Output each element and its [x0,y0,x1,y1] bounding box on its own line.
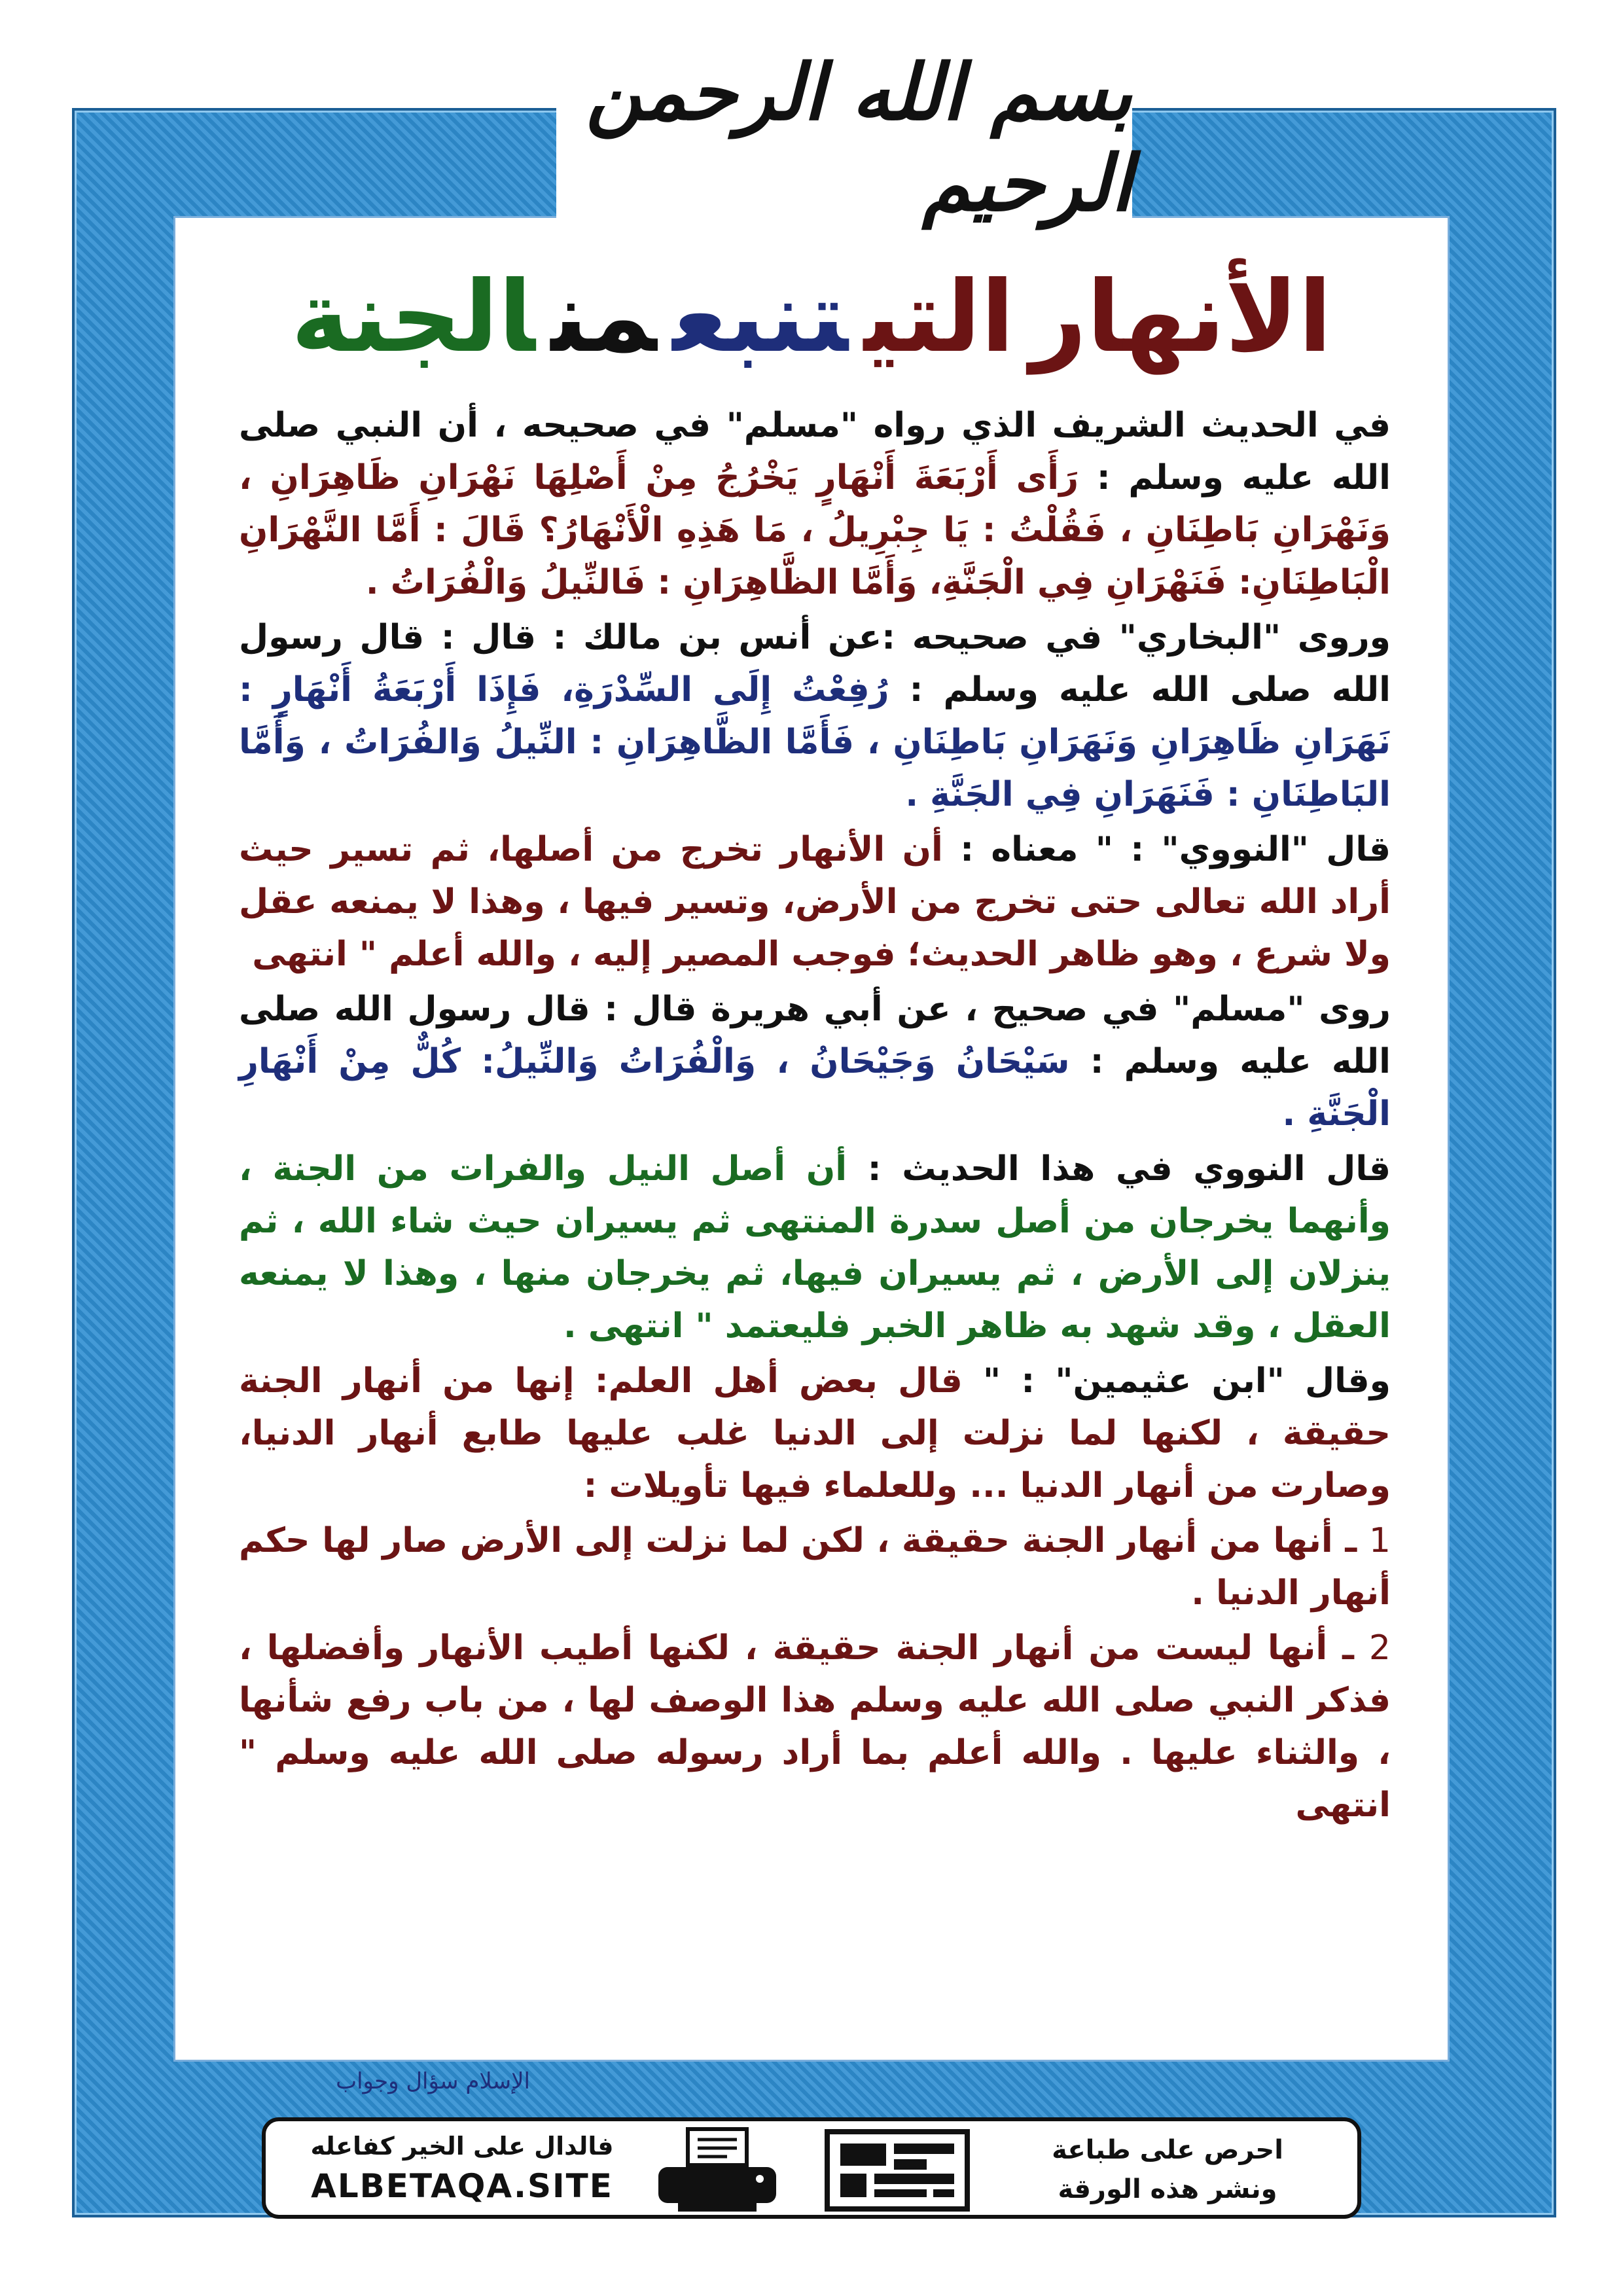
article-body [239,399,1391,2088]
list-item [239,1622,1391,1831]
paragraph-quote: أن أصل النيل والفرات من الجنة ، وأنهما يخرجان من أصل سدرة المنتهى ثم يسيران حيث شاء الله ، ثم ينزلان إلى الأرض ، ثم يسيران فيها، ثم يخرجان منها ، وهذا لا يمنعه العقل ، وقد شهد به ظاهر الخبر فليعتمد " انتهى . [239,1149,1391,1346]
list-item-text: ـ أنها من أنهار الجنة حقيقة ، لكن لما نزلت إلى الأرض صار لها حكم أنهار الدنيا . [239,1521,1391,1613]
paragraph-quote: رَأَى أَرْبَعَةَ أَنْهَارٍ يَخْرُجُ مِنْ أَصْلِهَا نَهْرَانِ ظَاهِرَانِ ، وَنَهْرَانِ بَاطِنَانِ ، فَقُلْتُ : يَا جِبْرِيلُ ، مَا هَذِهِ الْأَنْهَارُ؟ قَالَ : أَمَّا النَّهْرَانِ الْبَاطِنَانِ: فَنَهْرَانِ فِي الْجَنَّةِ، وَأَمَّا الظَّاهِرَانِ : فَالنِّيلُ وَالْفُرَاتُ . [239,458,1391,602]
title-word: تنبع [672,260,848,374]
paragraph-intro: قال "النووي" : " معناه : [960,830,1391,869]
title-word: التي [863,260,1015,374]
footer-slogan-text: فالدال على الخير كفاعله [310,2132,614,2161]
paragraph-intro: وقال "ابن عثيمين" : " [983,1361,1391,1401]
paragraph-intro: قال النووي في هذا الحديث : [867,1149,1391,1189]
list-item-number: 2 [1368,1628,1391,1668]
list-item-text: ـ أنها ليست من أنهار الجنة حقيقة ، لكنها أطيب الأنهار وأفضلها ، فذكر النبي صلى الله عليه وسلم هذا الوصف لها ، من باب رفع شأنها ، والثناء عليها . والله أعلم بما أراد رسوله صلى الله عليه وسلم " انتهى [239,1628,1391,1825]
paragraph-quote: سَيْحَانُ وَجَيْحَانُ ، وَالْفُرَاتُ وَالنِّيلُ: كُلٌّ مِنْ أَنْهَارِ الْجَنَّةِ . [239,1042,1391,1134]
footer-bar [262,2117,1361,2219]
paragraph-intro: وروى "البخاري" في صحيحه :عن أنس بن مالك : قال : قال رسول الله صلى الله عليه وسلم : [239,618,1391,709]
list-item [239,1515,1391,1619]
paragraph-quote: رُفِعْتُ إِلَى السِّدْرَةِ، فَإِذَا أَرْبَعَةُ أَنْهَارٍ : نَهَرَانِ ظَاهِرَانِ وَنَهَرَانِ بَاطِنَانِ ، فَأَمَّا الظَّاهِرَانِ : النِّيلُ وَالفُرَاتُ ، وَأَمَّا البَاطِنَانِ : فَنَهَرَانِ فِي الجَنَّةِ . [239,670,1391,814]
paragraph [239,611,1391,821]
basmala-text: بسم الله الرحمن الرحيم [586,46,1132,228]
title-word: من [550,260,657,374]
paragraph-quote: أن الأنهار تخرج من أصلها، ثم تسير حيث أراد الله تعالى حتى تخرج من الأرض، وتسير فيها ، وهذا لا يمنعه عقل ولا شرع ، وهو ظاهر الحديث؛ فوجب المصير إليه ، والله أعلم " انتهى [239,830,1391,974]
basmala-calligraphy [556,26,1132,249]
footer-slogan [292,2128,632,2213]
title-word: الأنهار [1030,260,1332,374]
list-item-number: 1 [1368,1521,1391,1560]
dawa-logo [822,2128,972,2213]
source-credit: الإسلام سؤال وجواب [336,2068,530,2094]
footer-cta-line1: احرص على طباعة [1052,2135,1283,2165]
paragraph [239,1143,1391,1352]
paragraph [239,983,1391,1140]
paragraph-intro: في الحديث الشريف الذي رواه "مسلم" في صحيحه ، أن النبي صلى الله عليه وسلم : [239,406,1391,497]
page-title [216,259,1407,376]
printer-icon [652,2126,783,2215]
paragraph [239,1355,1391,1512]
footer-cta-line2: ونشر هذه الورقة [1058,2174,1277,2204]
paragraph-intro: روى "مسلم" في صحيح ، عن أبي هريرة قال : قال رسول الله صلى الله عليه وسلم : [239,990,1391,1081]
paragraph [239,823,1391,980]
footer-call-to-action [1004,2130,1331,2212]
paragraph-quote: قال بعض أهل العلم: إنها من أنهار الجنة حقيقة ، لكنها لما نزلت إلى الدنيا غلب عليها طابع أنهار الدنيا، وصارت من أنهار الدنيا ... وللعلماء فيها تأويلات : [239,1361,1391,1505]
site-url[interactable]: ALBETAQA.SITE [311,2167,613,2205]
title-word: الجنة [291,260,535,374]
paragraph [239,399,1391,609]
